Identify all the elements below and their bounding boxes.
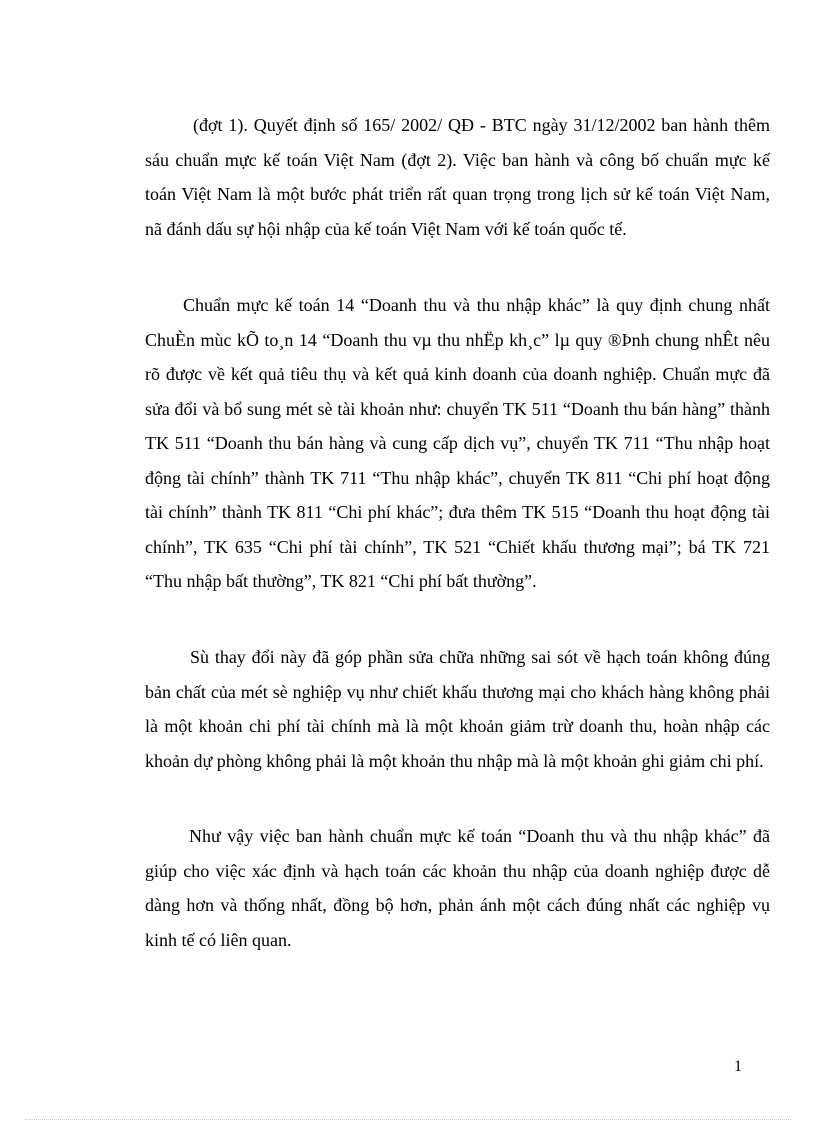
paragraph-1: (đợt 1). Quyết định số 165/ 2002/ QĐ - BTC ngày 31/12/2002 ban hành thêm sáu chuẩn mực kế toán Việt Nam (đợt 2). Việc ban hành và công bố chuẩn mực kế toán Việt Nam là một bước phát triển rất quan trọng trong lịch sử kế toán Việt Nam, nã đánh dấu sự hội nhập của kế toán Việt Nam với kế toán quốc tế. [145, 115, 770, 239]
paragraph-4: Như vậy việc ban hành chuẩn mực kế toán “Doanh thu và thu nhập khác” đã giúp cho việc xác định và hạch toán các khoản thu nhập của doanh nghiệp được dễ dàng hơn và thống nhất, đồng bộ hơn, phản ánh một cách đúng nhất các nghiệp vụ kinh tế có liên quan. [145, 826, 770, 950]
page-number: 1 [734, 1058, 742, 1075]
footer-divider [25, 1119, 791, 1120]
paragraph-2: Chuẩn mực kế toán 14 “Doanh thu và thu nhập khác” là quy định chung nhất ChuÈn mùc kÕ to¸n 14 “Doanh thu vµ thu nhËp kh¸c” lµ quy ®Þnh chung nhÊt nêu rõ được về kết quả tiêu thụ và kết quả kinh doanh của doanh nghiệp. Chuẩn mực đã sửa đổi và bổ sung mét sè tài khoản như: chuyển TK 511 “Doanh thu bán hàng” thành TK 511 “Doanh thu bán hàng và cung cấp dịch vụ”, chuyển TK 711 “Thu nhập hoạt động tài chính” thành TK 711 “Thu nhập khác”, chuyển TK 811 “Chi phí hoạt động tài chính” thành TK 811 “Chi phí khác”; đưa thêm TK 515 “Doanh thu hoạt động tài chính”, TK 635 “Chi phí tài chính”, TK 521 “Chiết khấu thương mại”; bá TK 721 “Thu nhập bất thường”, TK 821 “Chi phí bất thường”. [145, 295, 770, 591]
paragraph-3: Sù thay đổi này đã góp phần sửa chữa những sai sót về hạch toán không đúng bản chất của mét sè nghiệp vụ như chiết khấu thương mại cho khách hàng không phải là một khoản chi phí tài chính mà là một khoản giảm trừ doanh thu, hoàn nhập các khoản dự phòng không phải là một khoản thu nhập mà là một khoản ghi giảm chi phí. [145, 647, 770, 771]
